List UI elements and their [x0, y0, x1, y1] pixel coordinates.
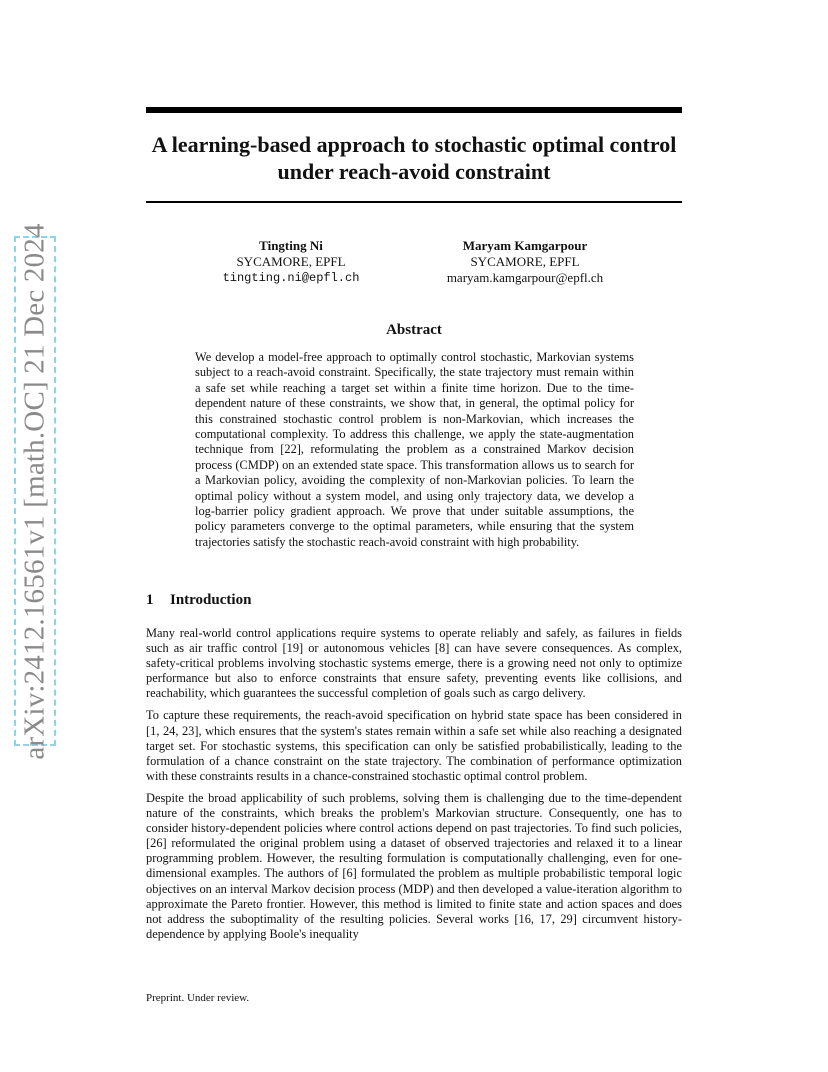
footer-note: Preprint. Under review.	[146, 992, 250, 1004]
author-name: Tingting Ni	[259, 238, 323, 253]
abstract-text: We develop a model-free approach to optimally control stochastic, Markovian systems subject to a reach-avoid constraint. Specifically, the state trajectory must remain within a safe set while reaching a target set within a finite time horizon. Due to the time-dependent nature of these constraints, we show that, in general, the optimal policy for this constrained stochastic control problem is non-Markovian, which increases the computational complexity. To address this challenge, we apply the state-augmentation technique from [22], reformulating the problem as a constrained Markov decision process (CMDP) on an extended state space. This transformation allows us to search for a Markovian policy, avoiding the complexity of non-Markovian policies. To learn the optimal policy without a system model, and using only trajectory data, we develop a log-barrier policy gradient approach. We prove that under suitable assumptions, the policy parameters converge to the optimal parameters, while ensuring that the system trajectories satisfy the stochastic reach-avoid constraint with high probability.	[195, 350, 634, 549]
section-title: Introduction	[170, 592, 252, 608]
author-1	[171, 238, 411, 286]
paragraph: Many real-world control applications require systems to operate reliably and safely, as failures in fields such as air traffic control [19] or autonomous vehicles [8] can have severe consequences. As complex, safety-critical problems involving stochastic systems emerge, there is a growing need not only to optimize performance but also to enforce constraints that ensure safety, preventing events like collisions, and reachability, which guarantees the successful completion of goals such as cargo delivery.	[146, 626, 682, 701]
arxiv-stamp-text: arXiv:2412.16561v1 [math.OC] 21 Dec 2024	[18, 222, 51, 760]
author-affiliation: SYCAMORE, EPFL	[470, 254, 580, 269]
paragraph: To capture these requirements, the reach-avoid specification on hybrid state space has been considered in [1, 24, 23], which ensures that the system's states remain within a safe set while also reaching a designated target set. For stochastic systems, this specification can only be satisfied probabilistically, leading to the formulation of a chance constraint on the state trajectory. The combination of performance optimization with these constraints results in a chance-constrained stochastic optimal control problem.	[146, 708, 682, 783]
title-top-rule	[146, 107, 682, 113]
paragraph: Despite the broad applicability of such problems, solving them is challenging due to the time-dependent nature of the constraints, which breaks the problem's Markovian structure. Consequently, one has to consider history-dependent policies where control actions depend on past trajectories. To find such policies, [26] reformulated the original problem using a dataset of observed trajectories and relaxed it to a linear programming problem. However, the resulting formulation is computationally challenging, even for one-dimensional examples. The authors of [6] formulated the problem as multiple probabilistic temporal logic objectives on an interval Markov decision process (MDP) and then developed a value-iteration algorithm to approximate the Pareto frontier. However, this method is limited to finite state and action spaces and does not address the suboptimality of the resulting policies. Several works [16, 17, 29] circumvent history-dependence by applying Boole's inequality	[146, 790, 682, 941]
abstract-heading: Abstract	[386, 322, 442, 338]
author-affiliation: SYCAMORE, EPFL	[236, 254, 346, 269]
author-2	[405, 238, 645, 286]
author-name: Maryam Kamgarpour	[462, 238, 588, 253]
section-heading	[146, 592, 251, 609]
author-email: maryam.kamgarpour@epfl.ch	[446, 270, 604, 285]
section-number: 1	[146, 592, 154, 608]
title-bottom-rule	[146, 201, 682, 203]
arxiv-stamp	[14, 222, 56, 760]
paper-title: A learning-based approach to stochastic optimal control under reach-avoid constraint	[151, 132, 677, 184]
section-body	[146, 626, 682, 949]
author-email: tingting.ni@epfl.ch	[222, 271, 360, 285]
